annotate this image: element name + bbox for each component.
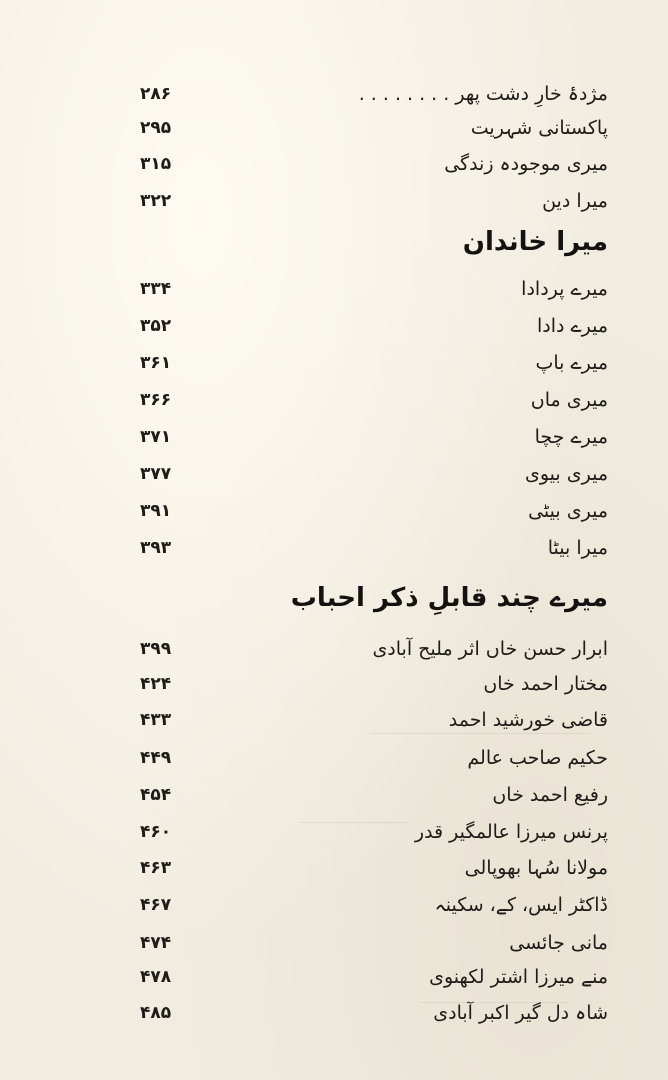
list-item bbox=[0, 459, 668, 489]
list-item bbox=[0, 496, 668, 526]
list-item bbox=[0, 817, 668, 847]
entry-title: پرنس میرزا عالمگیر قدر bbox=[414, 821, 608, 843]
entry-title: رفیع احمد خاں bbox=[492, 784, 608, 806]
entry-title: میرا بیٹا bbox=[547, 537, 608, 559]
entry-title: پاکستانی شہریت bbox=[470, 117, 608, 139]
entry-title: میری بیوی bbox=[524, 463, 608, 485]
list-item bbox=[0, 311, 668, 341]
list-item bbox=[0, 186, 668, 216]
entry-title: مختار احمد خاں bbox=[483, 673, 608, 695]
entry-title: میری ماں bbox=[530, 389, 608, 411]
entry-title: میرے چچا bbox=[534, 426, 608, 448]
list-item bbox=[0, 780, 668, 810]
section-heading-family: میرا خاندان bbox=[462, 227, 608, 257]
entry-title: میرے دادا bbox=[536, 315, 608, 337]
page-number: ۳۹۱ bbox=[140, 501, 172, 521]
list-item bbox=[0, 348, 668, 378]
page-number: ۴۶۳ bbox=[140, 858, 172, 878]
page-number: ۳۵۲ bbox=[140, 316, 172, 336]
page-number: ۴۷۸ bbox=[140, 967, 172, 987]
list-item bbox=[0, 998, 668, 1028]
entry-title: حکیم صاحب عالم bbox=[467, 747, 608, 769]
page-number: ۳۹۳ bbox=[140, 538, 172, 558]
list-item bbox=[0, 928, 668, 958]
entry-title: میرے پردادا bbox=[521, 278, 608, 300]
page-number: ۲۸۶ bbox=[140, 84, 172, 104]
page-number: ۳۱۵ bbox=[140, 154, 172, 174]
entry-title: منے میرزا اشتر لکھنوی bbox=[429, 966, 608, 988]
list-item bbox=[0, 853, 668, 883]
page-number: ۳۷۷ bbox=[140, 464, 172, 484]
list-item bbox=[0, 274, 668, 304]
page-number: ۴۸۵ bbox=[140, 1003, 172, 1023]
entry-title: میری بیٹی bbox=[528, 500, 608, 522]
entry-title: مانی جائسی bbox=[509, 932, 608, 954]
page-number: ۴۳۳ bbox=[140, 710, 172, 730]
page-number: ۴۷۴ bbox=[140, 933, 172, 953]
entry-title: میرے باپ bbox=[535, 352, 608, 374]
entry-title: قاضی خورشید احمد bbox=[448, 709, 608, 731]
page-number: ۴۲۴ bbox=[140, 674, 172, 694]
list-item bbox=[0, 890, 668, 920]
entry-title: ڈاکٹر ایس، کے، سکینہ bbox=[434, 894, 608, 916]
page-number: ۳۶۶ bbox=[140, 390, 172, 410]
page-number: ۴۴۹ bbox=[140, 748, 172, 768]
page-number: ۲۹۵ bbox=[140, 118, 172, 138]
entry-title: مولانا سُہا بھوپالی bbox=[464, 857, 608, 879]
page-number: ۳۷۱ bbox=[140, 427, 172, 447]
list-item bbox=[0, 743, 668, 773]
page-number: ۴۶۷ bbox=[140, 895, 172, 915]
list-item bbox=[0, 422, 668, 452]
list-item bbox=[0, 113, 668, 143]
entry-title: شاہ دل گیر اکبر آبادی bbox=[433, 1002, 608, 1024]
list-item bbox=[0, 149, 668, 179]
list-item bbox=[0, 634, 668, 664]
page-number: ۳۶۱ bbox=[140, 353, 172, 373]
entry-title: میرا دین bbox=[542, 190, 608, 212]
list-item bbox=[0, 533, 668, 563]
list-item bbox=[0, 385, 668, 415]
list-item bbox=[0, 79, 668, 109]
list-item bbox=[0, 669, 668, 699]
entry-title: میری موجودہ زندگی bbox=[444, 153, 608, 175]
section-heading-friends: میرے چند قابلِ ذکر احباب bbox=[290, 583, 608, 613]
page-number: ۴۵۴ bbox=[140, 785, 172, 805]
page-number: ۳۲۲ bbox=[140, 191, 172, 211]
page-number: ۴۶۰ bbox=[140, 822, 172, 842]
list-item bbox=[0, 962, 668, 992]
entry-title: ابرار حسن خاں اثر ملیح آبادی bbox=[372, 638, 608, 660]
page-number: ۳۹۹ bbox=[140, 639, 172, 659]
list-item bbox=[0, 705, 668, 735]
page-number: ۳۳۴ bbox=[140, 279, 172, 299]
entry-title: مژدۂ خارِ دشت پھر . . . . . . . . bbox=[358, 83, 608, 105]
